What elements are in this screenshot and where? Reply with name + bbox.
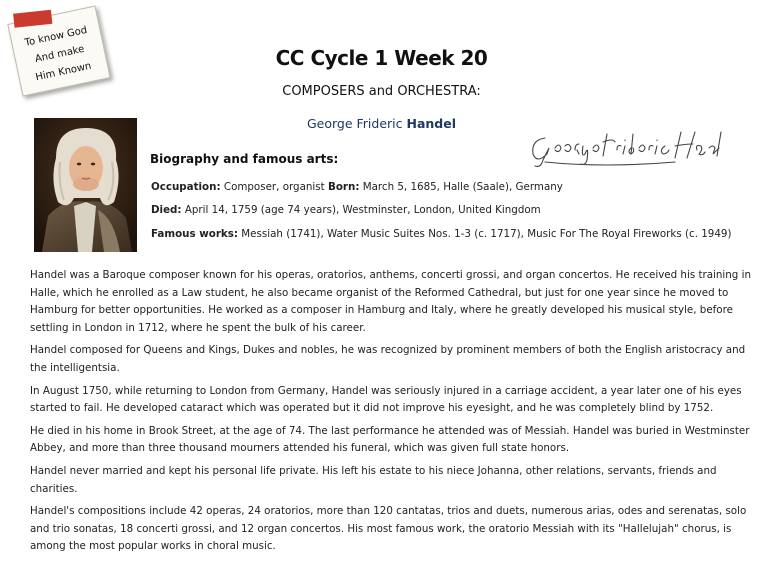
born-value: March 5, 1685, Halle (Saale), Germany (362, 181, 563, 193)
composer-first-name: George Frideric (306, 116, 403, 131)
page-title: CC Cycle 1 Week 20 (275, 46, 488, 70)
occupation-value: Composer, organist (223, 181, 325, 193)
paragraph: In August 1750, while returning to London from Germany, Handel was seriously injured in a carriage accident, a year later one of his eyes started to fail. He developed cataract which was operated but it did not improve his eyesight, and he was completely blind by 1752. (30, 384, 742, 415)
paragraph: Handel never married and kept his personal life private. His left his estate to his niece Johanna, other relations, servants, friends and charities. (30, 464, 717, 495)
paragraph: He died in his home in Brook Street, at the age of 74. The last performance he attended was of Messiah. Handel was buried in Westminster Abbey, and more than three thousand mourners attended his funeral, which was given full state honors. (30, 424, 750, 455)
motto-line-2: And make (34, 43, 86, 66)
page-subtitle: COMPOSERS and ORCHESTRA: (282, 84, 481, 99)
paragraph: Handel was a Baroque composer known for his operas, oratorios, anthems, concerti grossi, and organ concertos. He received his training in Halle, which he enrolled as a Law student, he also became organist of the Reformed Cathedral, but just for one year since he moved to Hamburg for better opportunities. He worked as a composer in Hamburg and Italy, where he greatly developed his musical style, before settling in London in 1712, where he spent the bulk of his career. (30, 269, 752, 334)
works-value: Messiah (1741), Water Music Suites Nos. 1-3 (c. 1717), Music For The Royal Fireworks (c. 1949) (241, 228, 732, 240)
composer-portrait (34, 118, 137, 252)
paragraph: Handel's compositions include 42 operas, 24 oratorios, more than 120 cantatas, trios and duets, numerous arias, odes and serenatas, solo and trio sonatas, 18 concerti grossi, and 12 organ concertos. His most famous work, the oratorio Messiah with its "Hallelujah" chorus, is among the most popular works in choral music. (30, 505, 747, 553)
bio-occupation-born (151, 181, 563, 193)
bio-famous-works (151, 228, 731, 240)
composer-last-name: Handel (406, 116, 457, 131)
motto-line-3: Him Known (34, 60, 93, 84)
biography-heading: Biography and famous arts: (150, 152, 339, 166)
born-label: Born: (327, 181, 360, 193)
died-value: April 14, 1759 (age 74 years), Westminster, London, United Kingdom (184, 204, 541, 216)
bio-died (151, 204, 541, 216)
motto-line-1: To know God (23, 24, 89, 49)
works-label: Famous works: (151, 228, 238, 240)
occupation-label: Occupation: (151, 181, 221, 193)
paragraph: Handel composed for Queens and Kings, Dukes and nobles, he was recognized by prominent members of both the English aristocracy and the intelligentsia. (30, 344, 746, 374)
tape-strip (13, 10, 52, 28)
composer-signature (525, 124, 723, 170)
died-label: Died: (151, 204, 182, 216)
biography-body (30, 267, 752, 561)
